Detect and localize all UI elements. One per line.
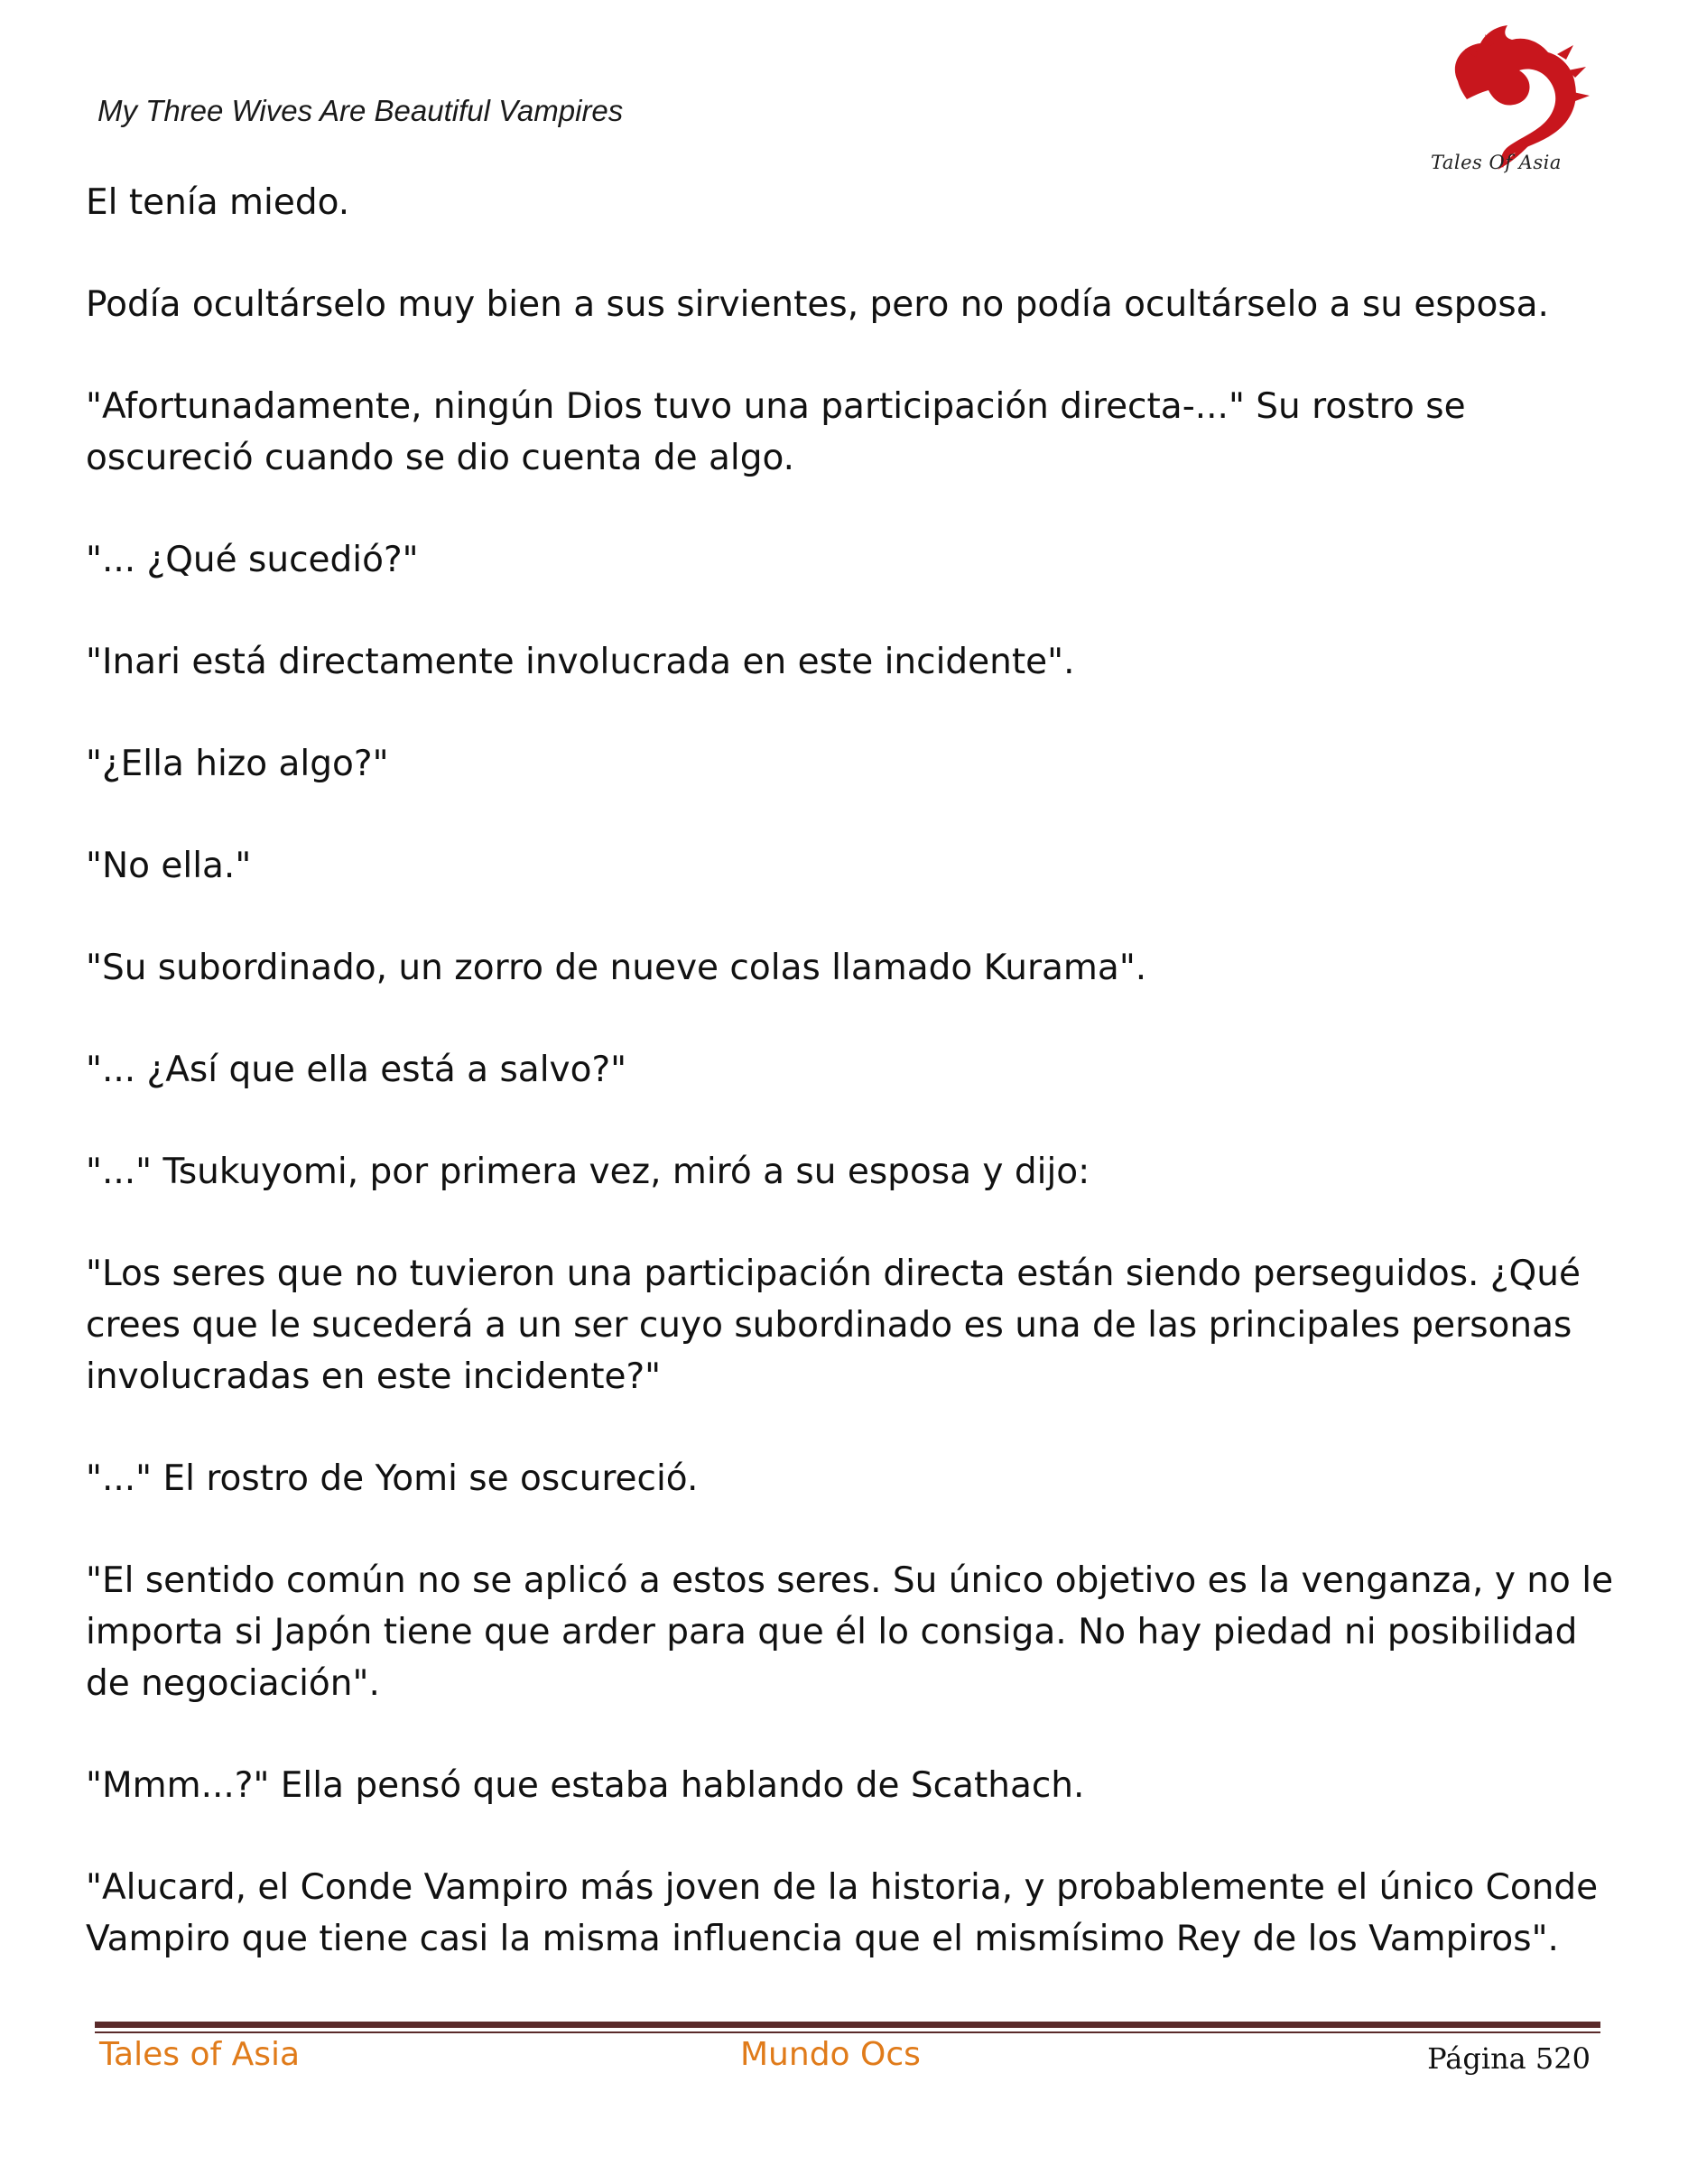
footer-rule-thin (95, 2031, 1600, 2033)
paragraph: "Los seres que no tuvieron una participación directa están siendo perseguidos. ¿Qué crees que le sucederá a un ser cuyo subordinado es una de las principales personas involucradas en este incidente?" (86, 1254, 1592, 1397)
paragraph: "Afortunadamente, ningún Dios tuvo una participación directa-..." Su rostro se oscureció cuando se dio cuenta de algo. (86, 386, 1477, 478)
paragraph: "Alucard, el Conde Vampiro más joven de la historia, y probablemente el único Conde Vampiro que tiene casi la misma influencia que el mismísimo Rey de los Vampiros". (86, 1867, 1609, 1959)
document-header-title: My Three Wives Are Beautiful Vampires (97, 94, 624, 127)
footer-section-name: Mundo Ocs (740, 2036, 921, 2073)
paragraph: "..." Tsukuyomi, por primera vez, miró a su esposa y dijo: (86, 1152, 1090, 1192)
paragraph: "Su subordinado, un zorro de nueve colas llamado Kurama". (86, 948, 1147, 988)
footer-rule-thick (95, 2022, 1600, 2028)
paragraph: El tenía miedo. (86, 182, 350, 223)
paragraph: "El sentido común no se aplicó a estos seres. Su único objetivo es la venganza, y no le importa si Japón tiene que arder para que él lo consiga. No hay piedad ni posibilidad de negociación". (86, 1560, 1625, 1704)
paragraph: "..." El rostro de Yomi se oscureció. (86, 1458, 699, 1499)
page-number: Página 520 (1427, 2041, 1591, 2076)
paragraph: "Mmm...?" Ella pensó que estaba hablando de Scathach. (86, 1765, 1085, 1806)
logo-caption: Tales Of Asia (1431, 152, 1562, 173)
paragraph: "... ¿Qué sucedió?" (86, 540, 419, 580)
footer-site-name: Tales of Asia (99, 2036, 301, 2073)
document-body (86, 177, 1625, 2015)
paragraph: "... ¿Así que ella está a salvo?" (86, 1050, 627, 1090)
paragraph: "¿Ella hizo algo?" (86, 744, 389, 784)
paragraph: "Inari está directamente involucrada en este incidente". (86, 642, 1075, 682)
paragraph: Podía ocultárselo muy bien a sus sirvientes, pero no podía ocultárselo a su esposa. (86, 284, 1549, 325)
paragraph: "No ella." (86, 846, 252, 886)
